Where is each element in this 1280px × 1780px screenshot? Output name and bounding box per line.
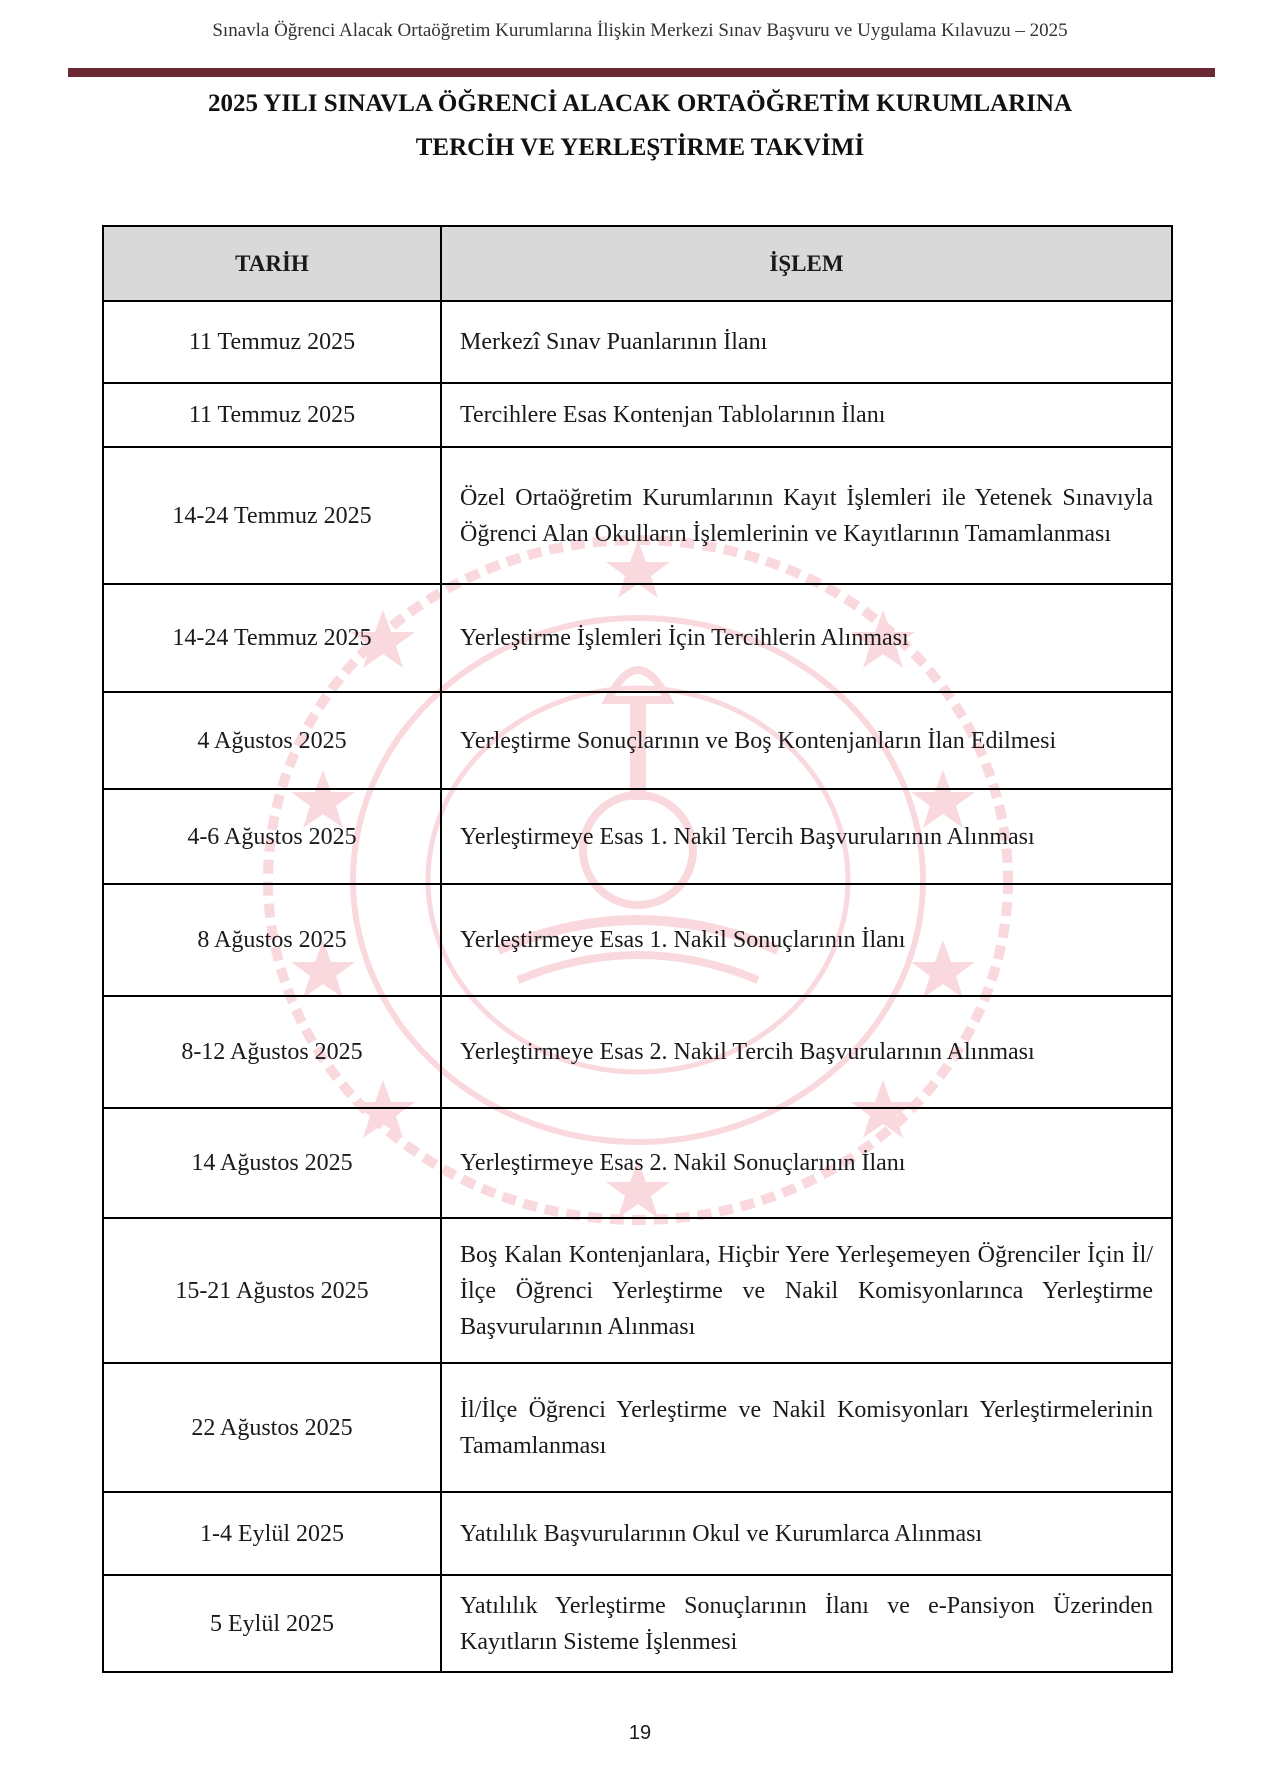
table-header-row [103,226,1172,301]
operation-cell: Yerleştirmeye Esas 2. Nakil Sonuçlarının İlanı [441,1108,1172,1218]
table-row [103,1492,1172,1575]
title-line-2: TERCİH VE YERLEŞTİRME TAKVİMİ [415,134,865,161]
date-cell: 5 Eylül 2025 [103,1575,441,1672]
schedule-table [102,225,1173,1673]
operation-cell: Yatılılık Başvurularının Okul ve Kurumlarca Alınması [441,1492,1172,1575]
operation-cell: Özel Ortaöğretim Kurumlarının Kayıt İşlemleri ile Yetenek Sınavıyla Öğrenci Alan Okulların İşlemlerinin ve Kayıtlarının Tamamlanması [441,447,1172,584]
operation-cell: Yerleştirmeye Esas 2. Nakil Tercih Başvurularının Alınması [441,996,1172,1108]
date-cell: 4-6 Ağustos 2025 [103,789,441,884]
date-cell: 11 Temmuz 2025 [103,383,441,447]
table-row [103,692,1172,789]
date-cell: 14 Ağustos 2025 [103,1108,441,1218]
table-row [103,584,1172,692]
operation-cell: Yerleştirmeye Esas 1. Nakil Sonuçlarının İlanı [441,884,1172,996]
table-row [103,447,1172,584]
table-row [103,1218,1172,1363]
title-line-1: 2025 YILI SINAVLA ÖĞRENCİ ALACAK ORTAÖĞRETİM KURUMLARINA [207,90,1073,117]
date-column-header: TARİH [103,226,441,301]
table-row [103,301,1172,383]
operation-cell: Boş Kalan Kontenjanlara, Hiçbir Yere Yerleşemeyen Öğrenciler İçin İl/İlçe Öğrenci Yerleştirme ve Nakil Komisyonlarınca Yerleştirme Başvurularının Alınması [441,1218,1172,1363]
operation-cell: İl/İlçe Öğrenci Yerleştirme ve Nakil Komisyonları Yerleştirmelerinin Tamamlanması [441,1363,1172,1492]
operation-cell: Yatılılık Yerleştirme Sonuçlarının İlanı ve e-Pansiyon Üzerinden Kayıtların Sisteme İşlenmesi [441,1575,1172,1672]
table-row [103,884,1172,996]
running-header: Sınavla Öğrenci Alacak Ortaöğretim Kurumlarına İlişkin Merkezi Sınav Başvuru ve Uygulama Kılavuzu – 2025 [212,20,1068,41]
date-cell: 15-21 Ağustos 2025 [103,1218,441,1363]
operation-column-header: İŞLEM [441,226,1172,301]
operation-cell: Yerleştirme Sonuçlarının ve Boş Kontenjanların İlan Edilmesi [441,692,1172,789]
date-cell: 14-24 Temmuz 2025 [103,447,441,584]
operation-cell: Merkezî Sınav Puanlarının İlanı [441,301,1172,383]
table-row [103,1108,1172,1218]
table-row [103,996,1172,1108]
date-cell: 8-12 Ağustos 2025 [103,996,441,1108]
date-cell: 22 Ağustos 2025 [103,1363,441,1492]
operation-cell: Yerleştirmeye Esas 1. Nakil Tercih Başvurularının Alınması [441,789,1172,884]
table-row [103,789,1172,884]
date-cell: 4 Ağustos 2025 [103,692,441,789]
table-row [103,1363,1172,1492]
operation-cell: Tercihlere Esas Kontenjan Tablolarının İlanı [441,383,1172,447]
table-row [103,383,1172,447]
date-cell: 14-24 Temmuz 2025 [103,584,441,692]
date-cell: 11 Temmuz 2025 [103,301,441,383]
page-number: 19 [628,1722,652,1744]
header-divider [68,68,1215,77]
page-title [100,82,1180,170]
date-cell: 8 Ağustos 2025 [103,884,441,996]
date-cell: 1-4 Eylül 2025 [103,1492,441,1575]
operation-cell: Yerleştirme İşlemleri İçin Tercihlerin Alınması [441,584,1172,692]
table-row [103,1575,1172,1672]
